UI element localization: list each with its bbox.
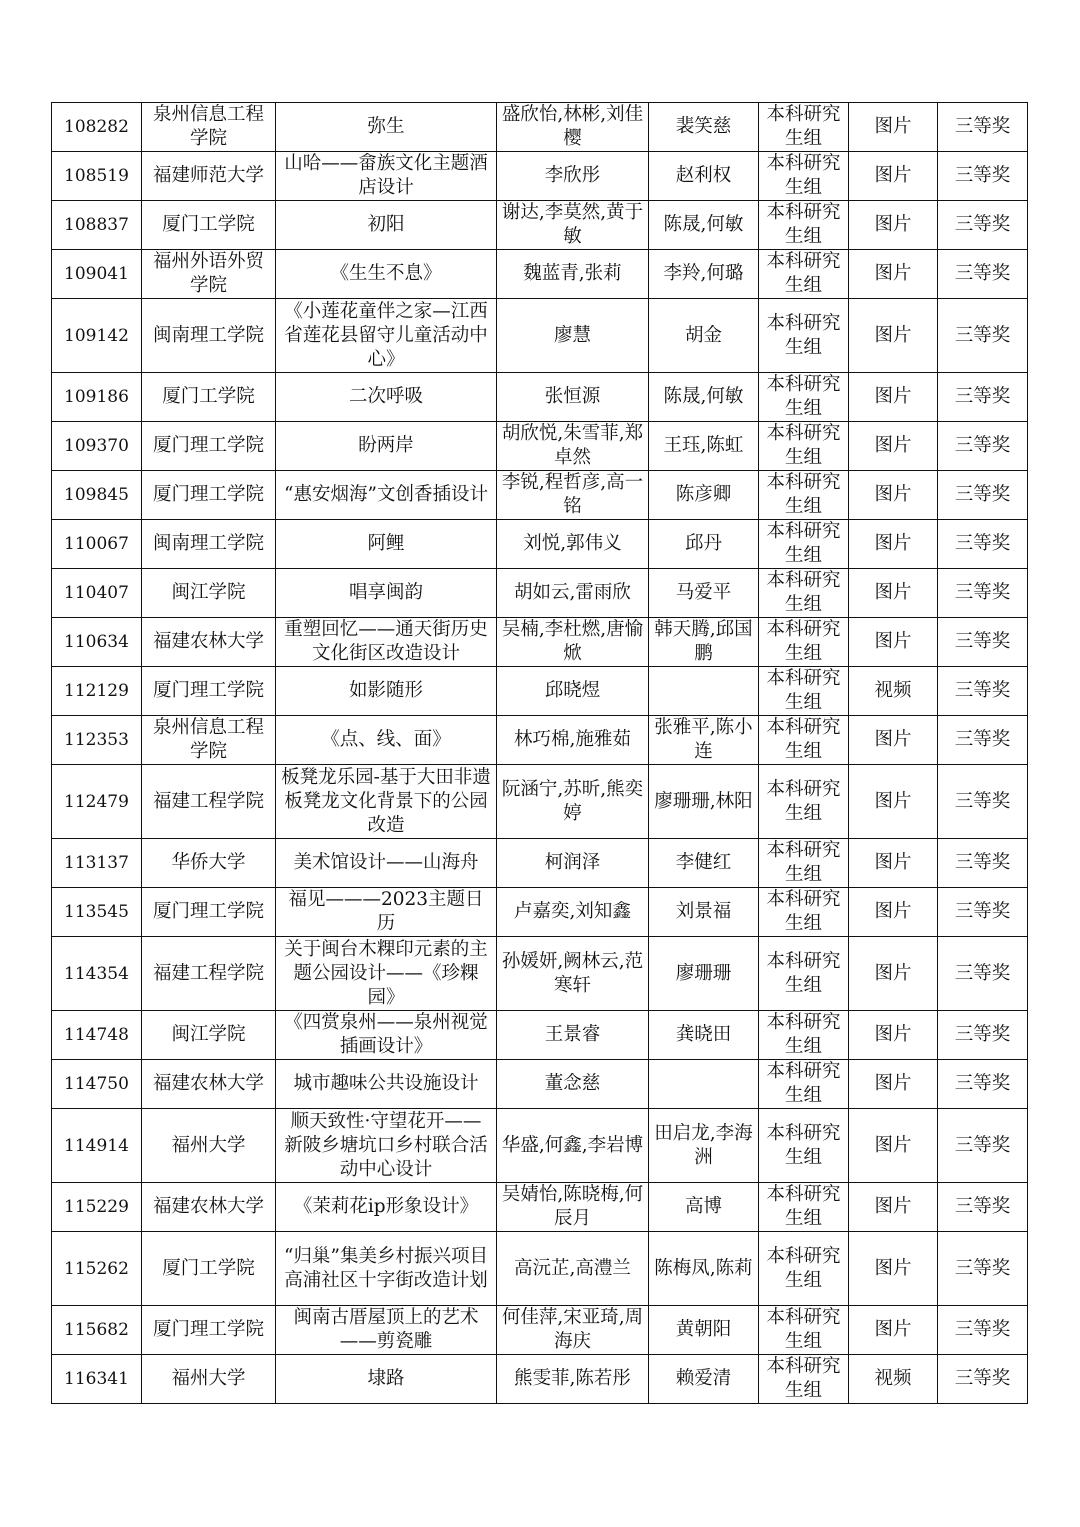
school-cell: 华侨大学 bbox=[142, 839, 276, 888]
entry-id-cell: 110407 bbox=[52, 569, 142, 618]
table-row bbox=[52, 373, 1028, 422]
table-row bbox=[52, 250, 1028, 299]
authors-cell: 卢嘉奕,刘知鑫 bbox=[497, 888, 649, 937]
school-cell: 福州大学 bbox=[142, 1109, 276, 1183]
award-cell: 三等奖 bbox=[938, 1355, 1028, 1404]
group-cell: 本科研究生组 bbox=[759, 716, 849, 765]
advisor-cell: 刘景福 bbox=[649, 888, 759, 937]
group-cell: 本科研究生组 bbox=[759, 520, 849, 569]
award-cell: 三等奖 bbox=[938, 1109, 1028, 1183]
entry-id-cell: 112129 bbox=[52, 667, 142, 716]
type-cell: 图片 bbox=[849, 888, 938, 937]
table-row bbox=[52, 1183, 1028, 1232]
school-cell: 闽江学院 bbox=[142, 569, 276, 618]
group-cell: 本科研究生组 bbox=[759, 839, 849, 888]
authors-cell: 何佳萍,宋亚琦,周海庆 bbox=[497, 1306, 649, 1355]
group-cell: 本科研究生组 bbox=[759, 1060, 849, 1109]
authors-cell: 孙媛妍,阙林云,范寒轩 bbox=[497, 937, 649, 1011]
award-cell: 三等奖 bbox=[938, 103, 1028, 152]
award-cell: 三等奖 bbox=[938, 201, 1028, 250]
entry-id-cell: 113545 bbox=[52, 888, 142, 937]
advisor-cell: 陈晟,何敏 bbox=[649, 373, 759, 422]
type-cell: 图片 bbox=[849, 1060, 938, 1109]
entry-id-cell: 109845 bbox=[52, 471, 142, 520]
type-cell: 图片 bbox=[849, 520, 938, 569]
award-cell: 三等奖 bbox=[938, 765, 1028, 839]
award-cell: 三等奖 bbox=[938, 1306, 1028, 1355]
award-cell: 三等奖 bbox=[938, 1060, 1028, 1109]
group-cell: 本科研究生组 bbox=[759, 1011, 849, 1060]
authors-cell: 华盛,何鑫,李岩博 bbox=[497, 1109, 649, 1183]
work-title-cell: 二次呼吸 bbox=[276, 373, 497, 422]
advisor-cell: 胡金 bbox=[649, 299, 759, 373]
work-title-cell: 板凳龙乐园-基于大田非遗板凳龙文化背景下的公园改造 bbox=[276, 765, 497, 839]
entry-id-cell: 113137 bbox=[52, 839, 142, 888]
award-cell: 三等奖 bbox=[938, 250, 1028, 299]
authors-cell: 邱晓煜 bbox=[497, 667, 649, 716]
authors-cell: 盛欣怡,林彬,刘佳樱 bbox=[497, 103, 649, 152]
work-title-cell: 《茉莉花ip形象设计》 bbox=[276, 1183, 497, 1232]
table-row bbox=[52, 1011, 1028, 1060]
work-title-cell: 初阳 bbox=[276, 201, 497, 250]
entry-id-cell: 115262 bbox=[52, 1232, 142, 1306]
school-cell: 厦门理工学院 bbox=[142, 471, 276, 520]
group-cell: 本科研究生组 bbox=[759, 1232, 849, 1306]
table-row bbox=[52, 103, 1028, 152]
group-cell: 本科研究生组 bbox=[759, 373, 849, 422]
type-cell: 图片 bbox=[849, 1306, 938, 1355]
advisor-cell: 廖珊珊,林阳 bbox=[649, 765, 759, 839]
authors-cell: 吴婧怡,陈晓梅,何辰月 bbox=[497, 1183, 649, 1232]
authors-cell: 李欣彤 bbox=[497, 152, 649, 201]
table-row bbox=[52, 569, 1028, 618]
award-cell: 三等奖 bbox=[938, 1011, 1028, 1060]
type-cell: 图片 bbox=[849, 765, 938, 839]
type-cell: 视频 bbox=[849, 1355, 938, 1404]
table-row bbox=[52, 1306, 1028, 1355]
type-cell: 图片 bbox=[849, 716, 938, 765]
type-cell: 图片 bbox=[849, 1109, 938, 1183]
advisor-cell: 陈晟,何敏 bbox=[649, 201, 759, 250]
group-cell: 本科研究生组 bbox=[759, 299, 849, 373]
advisor-cell: 李健红 bbox=[649, 839, 759, 888]
advisor-cell: 赖爱清 bbox=[649, 1355, 759, 1404]
award-cell: 三等奖 bbox=[938, 471, 1028, 520]
type-cell: 图片 bbox=[849, 373, 938, 422]
entry-id-cell: 115682 bbox=[52, 1306, 142, 1355]
advisor-cell: 王珏,陈虹 bbox=[649, 422, 759, 471]
group-cell: 本科研究生组 bbox=[759, 1306, 849, 1355]
type-cell: 视频 bbox=[849, 667, 938, 716]
authors-cell: 高沅芷,高澧兰 bbox=[497, 1232, 649, 1306]
type-cell: 图片 bbox=[849, 422, 938, 471]
entry-id-cell: 108519 bbox=[52, 152, 142, 201]
table-row bbox=[52, 201, 1028, 250]
group-cell: 本科研究生组 bbox=[759, 1355, 849, 1404]
entry-id-cell: 112479 bbox=[52, 765, 142, 839]
advisor-cell: 张雅平,陈小连 bbox=[649, 716, 759, 765]
advisor-cell bbox=[649, 1060, 759, 1109]
table-row bbox=[52, 618, 1028, 667]
work-title-cell: 阿鲤 bbox=[276, 520, 497, 569]
type-cell: 图片 bbox=[849, 299, 938, 373]
group-cell: 本科研究生组 bbox=[759, 201, 849, 250]
authors-cell: 董念慈 bbox=[497, 1060, 649, 1109]
award-cell: 三等奖 bbox=[938, 667, 1028, 716]
school-cell: 闽南理工学院 bbox=[142, 299, 276, 373]
advisor-cell bbox=[649, 667, 759, 716]
type-cell: 图片 bbox=[849, 569, 938, 618]
authors-cell: 张恒源 bbox=[497, 373, 649, 422]
table-row bbox=[52, 152, 1028, 201]
award-cell: 三等奖 bbox=[938, 1232, 1028, 1306]
work-title-cell: “归巢”集美乡村振兴项目高浦社区十字街改造计划 bbox=[276, 1232, 497, 1306]
award-cell: 三等奖 bbox=[938, 152, 1028, 201]
group-cell: 本科研究生组 bbox=[759, 888, 849, 937]
work-title-cell: 闽南古厝屋顶上的艺术——剪瓷雕 bbox=[276, 1306, 497, 1355]
work-title-cell: 《点、线、面》 bbox=[276, 716, 497, 765]
advisor-cell: 裴笑慈 bbox=[649, 103, 759, 152]
advisor-cell: 马爱平 bbox=[649, 569, 759, 618]
work-title-cell: 埭路 bbox=[276, 1355, 497, 1404]
school-cell: 厦门理工学院 bbox=[142, 888, 276, 937]
entry-id-cell: 109370 bbox=[52, 422, 142, 471]
award-cell: 三等奖 bbox=[938, 1183, 1028, 1232]
advisor-cell: 邱丹 bbox=[649, 520, 759, 569]
school-cell: 福州外语外贸学院 bbox=[142, 250, 276, 299]
school-cell: 福建农林大学 bbox=[142, 1060, 276, 1109]
table-row bbox=[52, 1060, 1028, 1109]
school-cell: 厦门理工学院 bbox=[142, 1306, 276, 1355]
school-cell: 厦门工学院 bbox=[142, 373, 276, 422]
authors-cell: 胡欣悦,朱雪菲,郑卓然 bbox=[497, 422, 649, 471]
authors-cell: 吴楠,李杜燃,唐愉焮 bbox=[497, 618, 649, 667]
table-row bbox=[52, 1109, 1028, 1183]
group-cell: 本科研究生组 bbox=[759, 152, 849, 201]
work-title-cell: “惠安烟海”文创香插设计 bbox=[276, 471, 497, 520]
authors-cell: 柯润泽 bbox=[497, 839, 649, 888]
group-cell: 本科研究生组 bbox=[759, 1109, 849, 1183]
advisor-cell: 赵利权 bbox=[649, 152, 759, 201]
school-cell: 福建农林大学 bbox=[142, 1183, 276, 1232]
school-cell: 厦门工学院 bbox=[142, 201, 276, 250]
work-title-cell: 关于闽台木粿印元素的主题公园设计——《珍粿园》 bbox=[276, 937, 497, 1011]
award-cell: 三等奖 bbox=[938, 618, 1028, 667]
group-cell: 本科研究生组 bbox=[759, 765, 849, 839]
authors-cell: 廖慧 bbox=[497, 299, 649, 373]
authors-cell: 阮涵宁,苏昕,熊奕婷 bbox=[497, 765, 649, 839]
authors-cell: 熊雯菲,陈若彤 bbox=[497, 1355, 649, 1404]
group-cell: 本科研究生组 bbox=[759, 471, 849, 520]
award-cell: 三等奖 bbox=[938, 299, 1028, 373]
award-cell: 三等奖 bbox=[938, 716, 1028, 765]
award-cell: 三等奖 bbox=[938, 422, 1028, 471]
entry-id-cell: 108282 bbox=[52, 103, 142, 152]
type-cell: 图片 bbox=[849, 250, 938, 299]
authors-cell: 魏蓝青,张莉 bbox=[497, 250, 649, 299]
table-row bbox=[52, 937, 1028, 1011]
authors-cell: 谢达,李莫然,黄于敏 bbox=[497, 201, 649, 250]
award-cell: 三等奖 bbox=[938, 569, 1028, 618]
entry-id-cell: 109186 bbox=[52, 373, 142, 422]
school-cell: 福建师范大学 bbox=[142, 152, 276, 201]
entry-id-cell: 114354 bbox=[52, 937, 142, 1011]
award-cell: 三等奖 bbox=[938, 373, 1028, 422]
school-cell: 闽南理工学院 bbox=[142, 520, 276, 569]
entry-id-cell: 110634 bbox=[52, 618, 142, 667]
group-cell: 本科研究生组 bbox=[759, 618, 849, 667]
authors-cell: 李锐,程哲彦,高一铭 bbox=[497, 471, 649, 520]
type-cell: 图片 bbox=[849, 618, 938, 667]
type-cell: 图片 bbox=[849, 471, 938, 520]
group-cell: 本科研究生组 bbox=[759, 250, 849, 299]
work-title-cell: 盼两岸 bbox=[276, 422, 497, 471]
entry-id-cell: 112353 bbox=[52, 716, 142, 765]
school-cell: 泉州信息工程学院 bbox=[142, 103, 276, 152]
group-cell: 本科研究生组 bbox=[759, 1183, 849, 1232]
school-cell: 福建工程学院 bbox=[142, 937, 276, 1011]
table-row bbox=[52, 888, 1028, 937]
school-cell: 泉州信息工程学院 bbox=[142, 716, 276, 765]
entry-id-cell: 115229 bbox=[52, 1183, 142, 1232]
type-cell: 图片 bbox=[849, 937, 938, 1011]
table-row bbox=[52, 1232, 1028, 1306]
type-cell: 图片 bbox=[849, 1183, 938, 1232]
table-row bbox=[52, 299, 1028, 373]
work-title-cell: 福见———2023主题日历 bbox=[276, 888, 497, 937]
advisor-cell: 韩天腾,邱国鹏 bbox=[649, 618, 759, 667]
entry-id-cell: 108837 bbox=[52, 201, 142, 250]
school-cell: 福建农林大学 bbox=[142, 618, 276, 667]
work-title-cell: 《小莲花童伴之家—江西省莲花县留守儿童活动中心》 bbox=[276, 299, 497, 373]
advisor-cell: 田启龙,李海洲 bbox=[649, 1109, 759, 1183]
entry-id-cell: 116341 bbox=[52, 1355, 142, 1404]
award-cell: 三等奖 bbox=[938, 839, 1028, 888]
group-cell: 本科研究生组 bbox=[759, 103, 849, 152]
work-title-cell: 《生生不息》 bbox=[276, 250, 497, 299]
table-row bbox=[52, 422, 1028, 471]
type-cell: 图片 bbox=[849, 201, 938, 250]
entry-id-cell: 110067 bbox=[52, 520, 142, 569]
group-cell: 本科研究生组 bbox=[759, 937, 849, 1011]
award-cell: 三等奖 bbox=[938, 520, 1028, 569]
type-cell: 图片 bbox=[849, 839, 938, 888]
entry-id-cell: 114914 bbox=[52, 1109, 142, 1183]
entry-id-cell: 114750 bbox=[52, 1060, 142, 1109]
group-cell: 本科研究生组 bbox=[759, 667, 849, 716]
work-title-cell: 弥生 bbox=[276, 103, 497, 152]
group-cell: 本科研究生组 bbox=[759, 422, 849, 471]
table-row bbox=[52, 667, 1028, 716]
work-title-cell: 如影随形 bbox=[276, 667, 497, 716]
entry-id-cell: 114748 bbox=[52, 1011, 142, 1060]
school-cell: 福建工程学院 bbox=[142, 765, 276, 839]
type-cell: 图片 bbox=[849, 1011, 938, 1060]
entry-id-cell: 109041 bbox=[52, 250, 142, 299]
work-title-cell: 重塑回忆——通天街历史文化街区改造设计 bbox=[276, 618, 497, 667]
authors-cell: 林巧棉,施雅茹 bbox=[497, 716, 649, 765]
school-cell: 闽江学院 bbox=[142, 1011, 276, 1060]
authors-cell: 胡如云,雷雨欣 bbox=[497, 569, 649, 618]
table-row bbox=[52, 765, 1028, 839]
advisor-cell: 陈彦卿 bbox=[649, 471, 759, 520]
award-cell: 三等奖 bbox=[938, 888, 1028, 937]
entry-id-cell: 109142 bbox=[52, 299, 142, 373]
award-table bbox=[51, 102, 1028, 1404]
table-row bbox=[52, 520, 1028, 569]
type-cell: 图片 bbox=[849, 103, 938, 152]
advisor-cell: 廖珊珊 bbox=[649, 937, 759, 1011]
table-row bbox=[52, 1355, 1028, 1404]
advisor-cell: 李羚,何璐 bbox=[649, 250, 759, 299]
work-title-cell: 山哈——畲族文化主题酒店设计 bbox=[276, 152, 497, 201]
school-cell: 厦门理工学院 bbox=[142, 422, 276, 471]
work-title-cell: 唱享闽韵 bbox=[276, 569, 497, 618]
school-cell: 厦门工学院 bbox=[142, 1232, 276, 1306]
advisor-cell: 龚晓田 bbox=[649, 1011, 759, 1060]
work-title-cell: 《四赏泉州——泉州视觉插画设计》 bbox=[276, 1011, 497, 1060]
authors-cell: 王景睿 bbox=[497, 1011, 649, 1060]
work-title-cell: 城市趣味公共设施设计 bbox=[276, 1060, 497, 1109]
advisor-cell: 黄朝阳 bbox=[649, 1306, 759, 1355]
advisor-cell: 高博 bbox=[649, 1183, 759, 1232]
type-cell: 图片 bbox=[849, 1232, 938, 1306]
table-row bbox=[52, 471, 1028, 520]
school-cell: 厦门理工学院 bbox=[142, 667, 276, 716]
work-title-cell: 顺天致性·守望花开—— 新陂乡塘坑口乡村联合活动中心设计 bbox=[276, 1109, 497, 1183]
advisor-cell: 陈梅凤,陈莉 bbox=[649, 1232, 759, 1306]
table-row bbox=[52, 839, 1028, 888]
type-cell: 图片 bbox=[849, 152, 938, 201]
group-cell: 本科研究生组 bbox=[759, 569, 849, 618]
authors-cell: 刘悦,郭伟义 bbox=[497, 520, 649, 569]
table-row bbox=[52, 716, 1028, 765]
school-cell: 福州大学 bbox=[142, 1355, 276, 1404]
award-cell: 三等奖 bbox=[938, 937, 1028, 1011]
table-body bbox=[52, 103, 1028, 1404]
work-title-cell: 美术馆设计——山海舟 bbox=[276, 839, 497, 888]
